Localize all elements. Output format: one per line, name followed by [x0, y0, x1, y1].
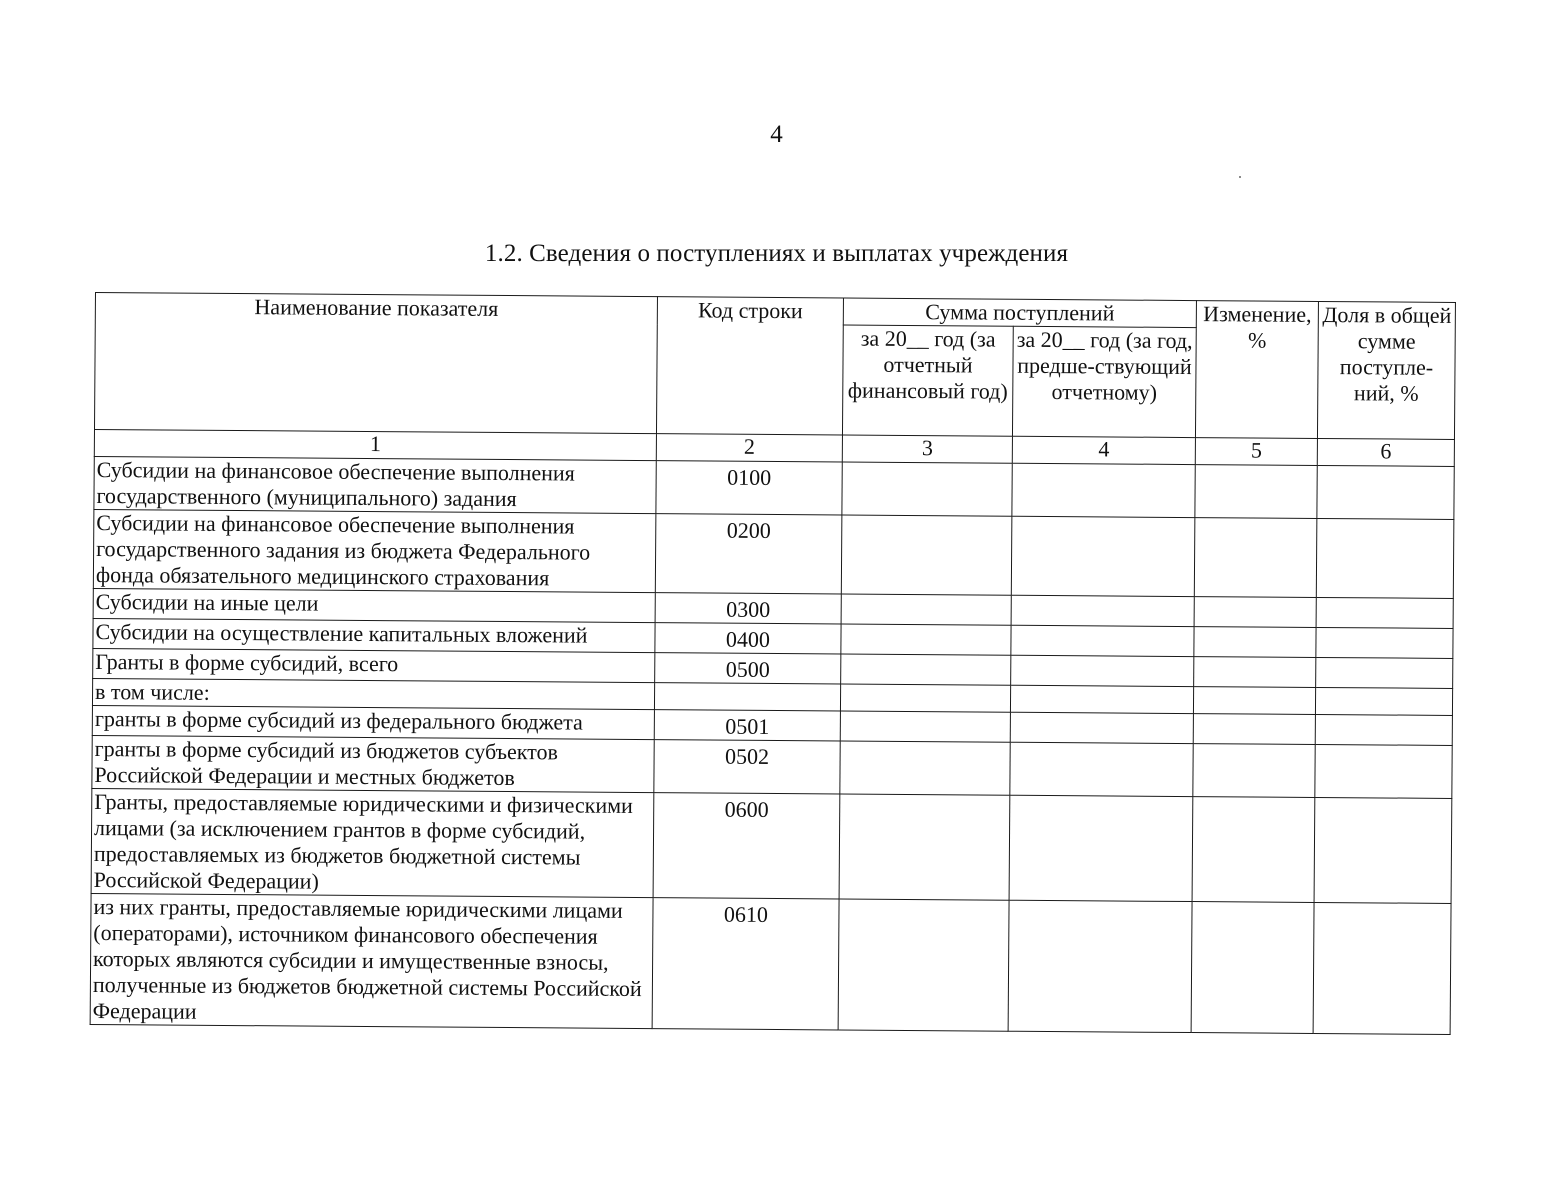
- value-cell: [1194, 657, 1316, 688]
- value-cell: [1010, 712, 1193, 743]
- column-number: 2: [656, 434, 842, 462]
- scan-speck: [1239, 176, 1241, 178]
- column-number: 3: [842, 435, 1012, 463]
- value-cell: [1316, 657, 1453, 688]
- receipts-table: [90, 292, 1456, 1035]
- table-row: [90, 893, 1451, 1034]
- row-code: 0200: [655, 514, 842, 594]
- value-cell: [1009, 795, 1193, 901]
- value-cell: [1193, 744, 1315, 798]
- value-cell: [1315, 714, 1452, 745]
- column-number: 4: [1012, 436, 1195, 464]
- table-row: [92, 735, 1452, 798]
- value-cell: [1193, 687, 1315, 715]
- value-cell: [1010, 685, 1193, 713]
- header-change: Изменение, %: [1195, 301, 1318, 439]
- value-cell: [841, 515, 1012, 595]
- indicator-name: Субсидии на финансовое обеспечение выполнения государственного задания из бюджета Федерального фонда обязательного медицинского страхования: [93, 509, 656, 592]
- row-code: 0400: [655, 623, 841, 654]
- value-cell: [1012, 463, 1195, 517]
- header-previous-year: за 20__ год (за год, предше-ствующий отчетному): [1012, 326, 1196, 437]
- value-cell: [1010, 742, 1193, 796]
- value-cell: [1193, 714, 1315, 745]
- column-number: 1: [94, 429, 656, 460]
- value-cell: [842, 462, 1012, 516]
- indicator-name: Гранты, предоставляемые юридическими и физическими лицами (за исключением грантов в форме субсидий, предоставляемых из бюджетов бюджетной системы Российской Федерации): [91, 788, 654, 897]
- value-cell: [1011, 625, 1194, 656]
- indicator-name: Гранты в форме субсидий, всего: [93, 648, 655, 682]
- header-reporting-year: за 20__ год (за отчетный финансовый год): [842, 325, 1013, 436]
- value-cell: [1314, 797, 1452, 903]
- row-code: 0300: [655, 593, 841, 624]
- value-cell: [1316, 597, 1453, 628]
- row-code: 0501: [654, 710, 840, 741]
- indicator-name: гранты в форме субсидий из федерального бюджета: [92, 705, 654, 739]
- indicator-name: Субсидии на финансовое обеспечение выполнения государственного (муниципального) задания: [94, 456, 656, 513]
- row-code: 0502: [654, 740, 840, 794]
- value-cell: [1317, 465, 1454, 519]
- value-cell: [1194, 627, 1316, 658]
- header-receipts-sum: Сумма поступлений: [843, 298, 1196, 328]
- value-cell: [1192, 797, 1315, 903]
- table-row: [91, 788, 1452, 903]
- value-cell: [1315, 687, 1452, 715]
- table-row: [93, 509, 1454, 598]
- header-row-code: Код строки: [656, 297, 843, 435]
- table-container: [90, 292, 1455, 1035]
- value-cell: [1316, 627, 1453, 658]
- value-cell: [1191, 902, 1314, 1034]
- row-code: 0500: [655, 653, 841, 684]
- value-cell: [840, 684, 1010, 712]
- column-number: 6: [1317, 438, 1454, 466]
- value-cell: [841, 654, 1011, 685]
- header-indicator-name: Наименование показателя: [94, 293, 657, 434]
- header-share: Доля в общей сумме поступле-ний, %: [1317, 301, 1455, 439]
- indicator-name: в том числе:: [92, 678, 654, 709]
- table-row: [94, 456, 1454, 519]
- indicator-name: гранты в форме субсидий из бюджетов субъектов Российской Федерации и местных бюджетов: [92, 735, 654, 792]
- value-cell: [1313, 902, 1451, 1034]
- value-cell: [840, 711, 1010, 742]
- value-cell: [1194, 597, 1316, 628]
- value-cell: [1011, 595, 1194, 626]
- indicator-name: из них гранты, предоставляемые юридическими лицами (операторами), источником финансового обеспечения которых являются субсидии и имущественные взносы, полученные из бюджетов бюджетной системы Российской Федерации: [90, 893, 653, 1028]
- value-cell: [840, 741, 1010, 795]
- value-cell: [841, 594, 1011, 625]
- value-cell: [1316, 518, 1454, 598]
- value-cell: [1008, 900, 1192, 1032]
- value-cell: [1011, 655, 1194, 686]
- value-cell: [838, 899, 1009, 1031]
- row-code: 0610: [652, 898, 839, 1030]
- value-cell: [1011, 516, 1195, 596]
- value-cell: [1315, 744, 1452, 798]
- indicator-name: Субсидии на иные цели: [93, 588, 655, 622]
- row-code: [654, 683, 840, 711]
- row-code: 0100: [656, 461, 842, 515]
- value-cell: [839, 794, 1010, 900]
- value-cell: [1194, 518, 1317, 598]
- row-code: 0600: [653, 793, 840, 899]
- page-number: 4: [770, 121, 783, 148]
- value-cell: [1195, 465, 1317, 519]
- value-cell: [841, 624, 1011, 655]
- section-title: 1.2. Сведения о поступлениях и выплатах учреждения: [484, 240, 1069, 267]
- column-number: 5: [1195, 438, 1317, 466]
- indicator-name: Субсидии на осуществление капитальных вложений: [93, 618, 655, 652]
